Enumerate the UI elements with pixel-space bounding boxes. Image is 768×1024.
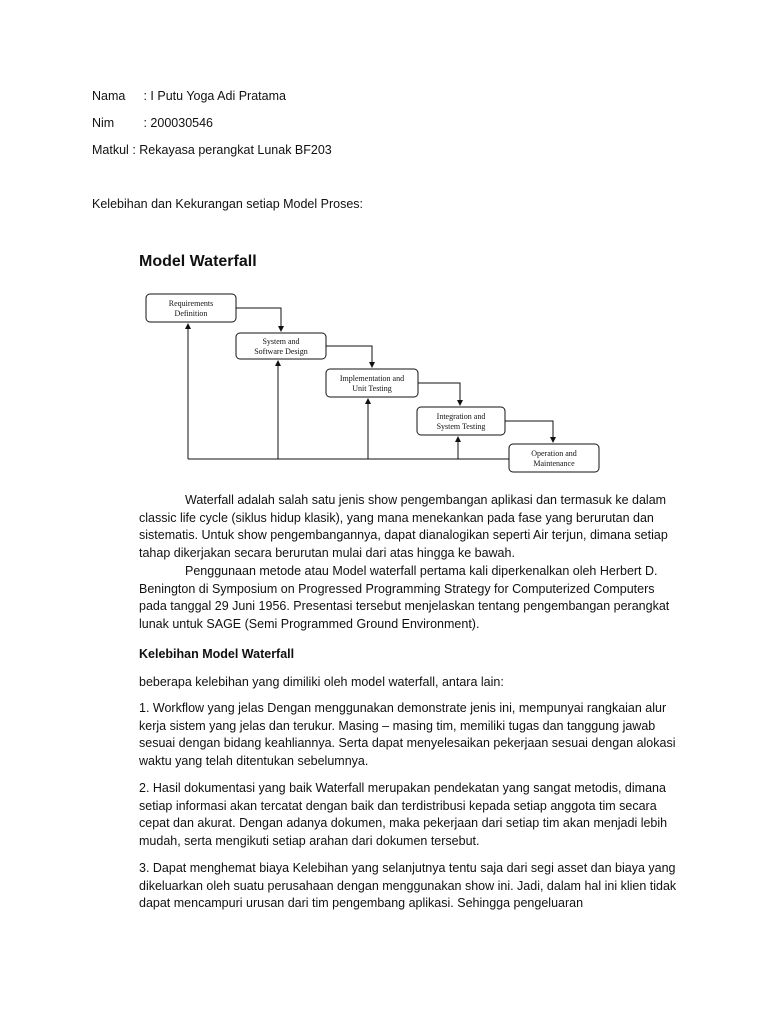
name-label: Nama <box>92 89 126 103</box>
stage-3-line2: Unit Testing <box>352 384 392 393</box>
advantage-item-1: 1. Workflow yang jelas Dengan menggunakan demonstrate jenis ini, mempunyai rangkaian alur kerja sistem yang jelas dan terukur. Masing – masing tim, memiliki tugas dan tanggung jawab sesuai dengan bidang keahliannya. Serta dapat menyelesaikan pekerjaan sesuai dengan alokasi waktu yang telah ditentukan sebelumnya. <box>139 701 676 769</box>
name-value: : I Putu Yoga Adi Pratama <box>143 89 286 103</box>
nim-label: Nim <box>92 116 115 130</box>
nim-value: : 200030546 <box>143 116 213 130</box>
section-intro: Kelebihan dan Kekurangan setiap Model Proses: <box>92 197 364 211</box>
stage-4-line1: Integration and <box>436 412 486 421</box>
body-text <box>139 492 679 634</box>
advantage-item-2: 2. Hasil dokumentasi yang baik Waterfall merupakan pendekatan yang sangat metodis, dimana setiap informasi akan tercatat dengan baik dan terdistribusi kepada setiap anggota tim secara cepat dan akurat. Dengan adanya dokumen, maka pekerjaan dari setiap tim akan menjadi lebih mudah, serta mengikuti setiap arahan dari dokumen tersebut. <box>139 781 668 849</box>
model-title: Model Waterfall <box>139 253 257 270</box>
stage-1-line1: Requirements <box>168 299 214 308</box>
advantages-lead: beberapa kelebihan yang dimiliki oleh model waterfall, antara lain: <box>139 675 504 689</box>
waterfall-diagram <box>138 282 608 474</box>
stage-2-line2: Software Design <box>254 347 308 356</box>
paragraph-definition: Waterfall adalah salah satu jenis show pengembangan aplikasi dan termasuk ke dalam classic life cycle (siklus hidup klasik), yang mana menekankan pada fase yang berurutan dan sistematis. Untuk show pengembangannya, dapat dianalogikan seperti Air terjun, dimana setiap tahap dikerjakan secara berurutan mulai dari atas hingga ke bawah. <box>139 493 668 561</box>
matkul-row <box>92 143 332 157</box>
paragraph-history: Penggunaan metode atau Model waterfall pertama kali diperkenalkan oleh Herbert D. Benington di Symposium on Progressed Programming Strategy for Computerized Computers pada tanggal 29 Juni 1956. Presentasi tersebut menjelaskan tentang pengembangan perangkat lunak untuk SAGE (Semi Programmed Ground Environment). <box>139 563 670 631</box>
stage-5-line2: Maintenance <box>533 459 575 468</box>
nim-row <box>92 116 213 130</box>
matkul-label: Matkul <box>92 143 129 157</box>
advantage-item-3: 3. Dapat menghemat biaya Kelebihan yang selanjutnya tentu saja dari segi asset dan biaya yang dikeluarkan oleh suatu perusahaan dengan menggunakan show ini. Jadi, dalam hal ini klien tidak dapat mencampuri urusan dari tim pengembang aplikasi. Sehingga pengeluaran <box>139 861 677 911</box>
advantages-heading: Kelebihan Model Waterfall <box>139 647 295 661</box>
stage-4-line2: System Testing <box>436 422 486 431</box>
stage-1-line2: Definition <box>174 309 208 318</box>
stage-5-line1: Operation and <box>531 449 577 458</box>
stage-3-line1: Implementation and <box>339 374 405 383</box>
name-row <box>92 89 286 103</box>
matkul-value: : Rekayasa perangkat Lunak BF203 <box>132 143 332 157</box>
stage-2-line1: System and <box>262 337 300 346</box>
